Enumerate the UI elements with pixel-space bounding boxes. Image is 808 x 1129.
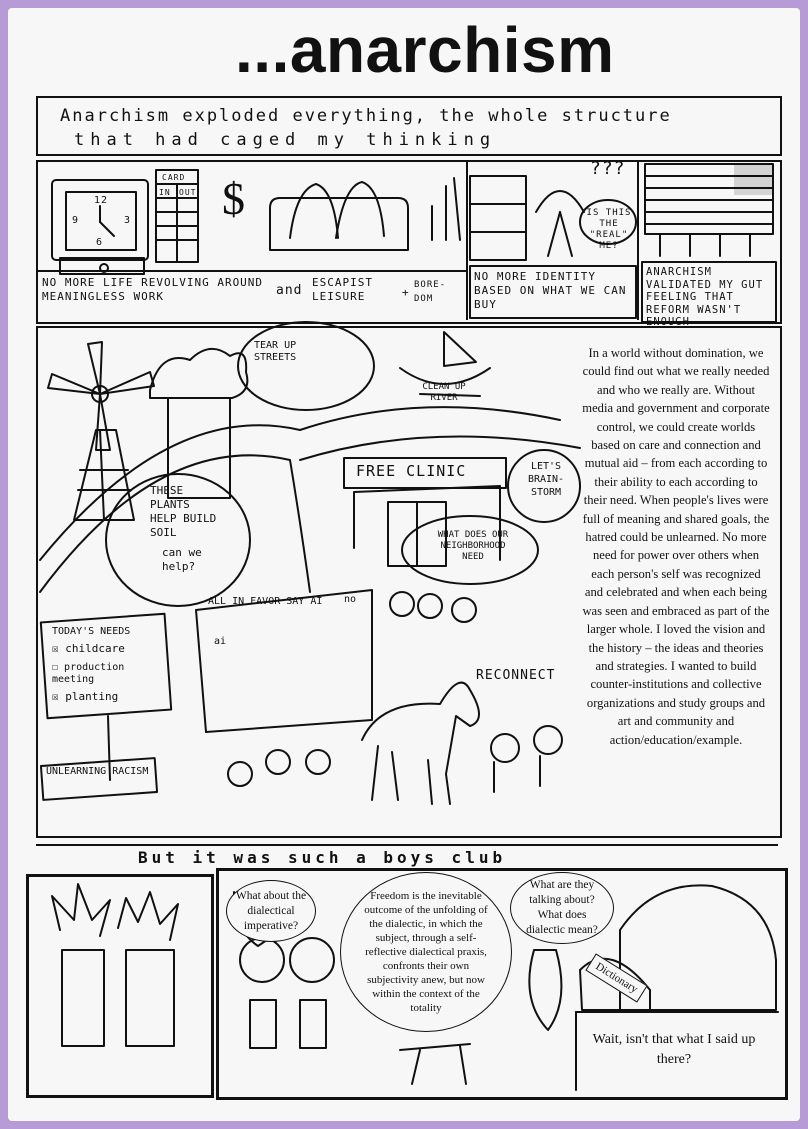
store-illustration — [470, 176, 526, 260]
caption-escapist-leisure: ESCAPIST LEISURE — [312, 276, 373, 303]
need-childcare — [52, 642, 125, 655]
timecard-in: IN — [159, 188, 171, 197]
plants-text: THESE PLANTS HELP BUILD SOIL — [150, 484, 217, 539]
question-marks: ??? — [590, 158, 626, 179]
checkbox-checked-icon: ☒ — [52, 690, 66, 703]
unlearning-racism-text: UNLEARNING RACISM — [46, 766, 149, 777]
clock-num-3: 3 — [124, 215, 132, 226]
dialectical-imperative-bubble: What about the dialectical imperative? — [226, 880, 316, 942]
reconnect-text: RECONNECT — [476, 668, 556, 683]
checkbox-checked-icon: ☒ — [52, 642, 66, 655]
need-item-label: childcare — [65, 642, 125, 655]
free-clinic-sign: FREE CLINIC — [356, 462, 467, 480]
dollar-sign: $ — [222, 173, 245, 224]
can-we-help-text: can we help? — [162, 546, 202, 573]
caption-meaningless-work: NO MORE LIFE REVOLVING AROUND MEANINGLESS WORK — [42, 276, 264, 303]
need-item-label: production meeting — [52, 662, 125, 685]
checkbox-empty-icon: ☐ — [52, 662, 65, 673]
wait-caption: Wait, isn't that what I said up there? — [592, 1032, 756, 1067]
what-talking-bubble: What are they talking about? What does dialectic mean? — [510, 872, 614, 944]
clock-num-6: 6 — [96, 237, 104, 248]
neighborhood-text: WHAT DOES OUR NEIGHBORHOOD NEED — [437, 530, 509, 562]
real-me-bubble-text: IS THIS THE "REAL" ME? — [586, 208, 632, 251]
banner-line-1: Anarchism exploded everything, the whole structure — [60, 106, 672, 126]
todays-needs-title: TODAY'S NEEDS — [52, 626, 131, 637]
banner-line-2: that had caged my thinking — [74, 130, 497, 150]
clock-num-12: 12 — [94, 195, 109, 206]
caption-reform: ANARCHISM VALIDATED MY GUT FEELING THAT REFORM WASN'T ENOUGH — [646, 266, 764, 328]
need-item-label: planting — [65, 690, 119, 703]
boys-club-caption: But it was such a boys club — [138, 848, 507, 867]
essay-text: In a world without domination, we could find out what we really needed and who we really are. Without media and government and corporate control, we could create worlds based on care and connection and mutual aid – from each according to their ability to each according to their need. When people's lives were full of meaning and shared goals, the hatred could be unlearned. No more need for power over others when each person's self was recognized and celebrated and when each being was seen and embraced as part of the larger whole. I loved the vision and the history – the ideas and theories and strategies. I wanted to build counter-institutions and collective organizations and study groups and art and community and action/education/example. — [582, 346, 770, 747]
vote-no: no — [344, 594, 357, 605]
need-planting — [52, 690, 118, 703]
caption-and: and — [276, 283, 303, 298]
page-title: ...anarchism — [235, 14, 615, 86]
brainstorm-text: LET'S BRAIN-STORM — [527, 461, 565, 498]
clock-num-9: 9 — [72, 215, 80, 226]
freedom-dialectic-bubble: Freedom is the inevitable outcome of the unfolding of the dialectic, in which the subject, through a self-reflective dialectical praxis, confronts their own subjectivity anew, but now within the context of the totality — [340, 872, 512, 1032]
all-in-favor-text: ALL IN FAVOR SAY AI — [208, 596, 323, 607]
dictionary-book: Dictionary — [585, 953, 647, 1002]
bottom-left-panel — [26, 874, 214, 1098]
timecard-out: OUT — [179, 188, 197, 197]
tear-up-streets-text: TEAR UP STREETS — [254, 340, 297, 363]
timecard-header: CARD — [162, 173, 186, 182]
caption-plus: + — [402, 286, 410, 299]
caption-identity: NO MORE IDENTITY BASED ON WHAT WE CAN BUY — [474, 270, 627, 311]
need-production-meeting — [52, 662, 162, 686]
caption-boredom: BORE-DOM — [414, 280, 447, 304]
vote-ai: ai — [214, 636, 227, 647]
clean-up-river-text: CLEAN UP RIVER — [422, 382, 466, 403]
